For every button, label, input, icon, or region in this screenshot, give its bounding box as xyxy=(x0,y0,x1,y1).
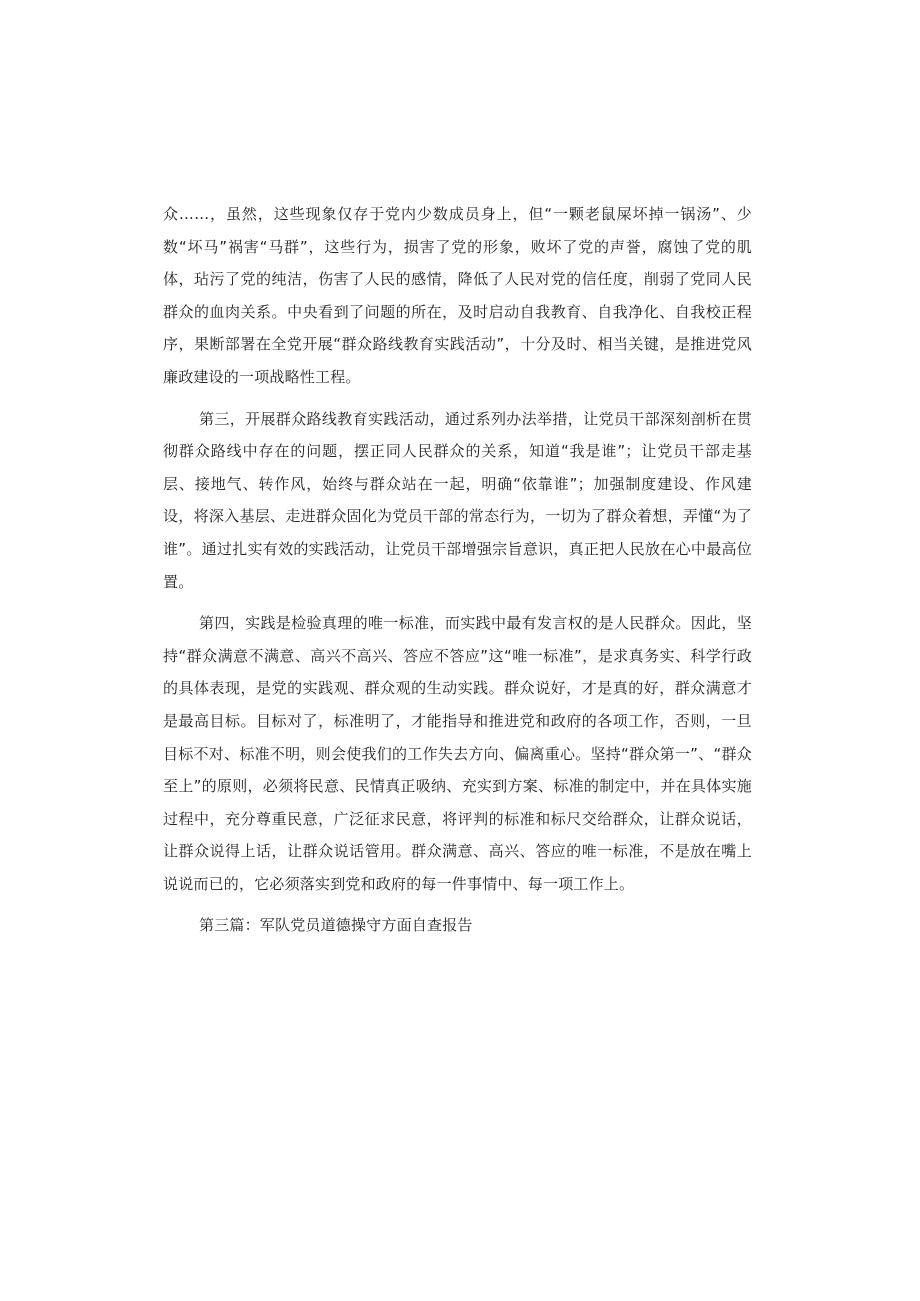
paragraph-fourth-point: 第四，实践是检验真理的唯一标准，而实践中最有发言权的是人民群众。因此，坚持“群众满意不满意、高兴不高兴、答应不答应”这“唯一标准”，是求真务实、科学行政的具体表现，是党的实践观、群众观的生动实践。群众说好，才是真的好，群众满意才是最高目标。目标对了，标准明了，才能指导和推进党和政府的各项工作，否则，一旦目标不对、标准不明，则会使我们的工作失去方向、偏离重心。坚持“群众第一”、“群众至上”的原则，必须将民意、民情真正吸纳、充实到方案、标准的制定中，并在具体实施过程中，充分尊重民意，广泛征求民意，将评判的标准和标尺交给群众，让群众说话，让群众说得上话，让群众说话管用。群众满意、高兴、答应的唯一标准，不是放在嘴上说说而已的，它必须落实到党和政府的每一件事情中、每一项工作上。 xyxy=(163,614,752,893)
section-heading: 第三篇：军队党员道德操守方面自查报告 xyxy=(199,916,473,935)
document-body xyxy=(163,198,752,942)
paragraph-third-point: 第三，开展群众路线教育实践活动，通过系列办法举措，让党员干部深刻剖析在贯彻群众路线中存在的问题，摆正同人民群众的关系，知道“我是谁”；让党员干部走基层、接地气、转作风，始终与群众站在一起，明确“依靠谁”；加强制度建设、作风建设，将深入基层、走进群众固化为党员干部的常态行为，一切为了群众着想，弄懂“为了谁”。通过扎实有效的实践活动，让党员干部增强宗旨意识，真正把人民放在心中最高位置。 xyxy=(163,409,752,591)
paragraph-continuation: 众……，虽然，这些现象仅存于党内少数成员身上，但“一颗老鼠屎坏掉一锅汤”、少数“坏马”祸害“马群”，这些行为，损害了党的形象，败坏了党的声誉，腐蚀了党的肌体，玷污了党的纯洁，伤害了人民的感情，降低了人民对党的信任度，削弱了党同人民群众的血肉关系。中央看到了问题的所在，及时启动自我教育、自我净化、自我校正程序，果断部署在全党开展“群众路线教育实践活动”，十分及时、相当关键，是推进党风廉政建设的一项战略性工程。 xyxy=(163,205,752,386)
